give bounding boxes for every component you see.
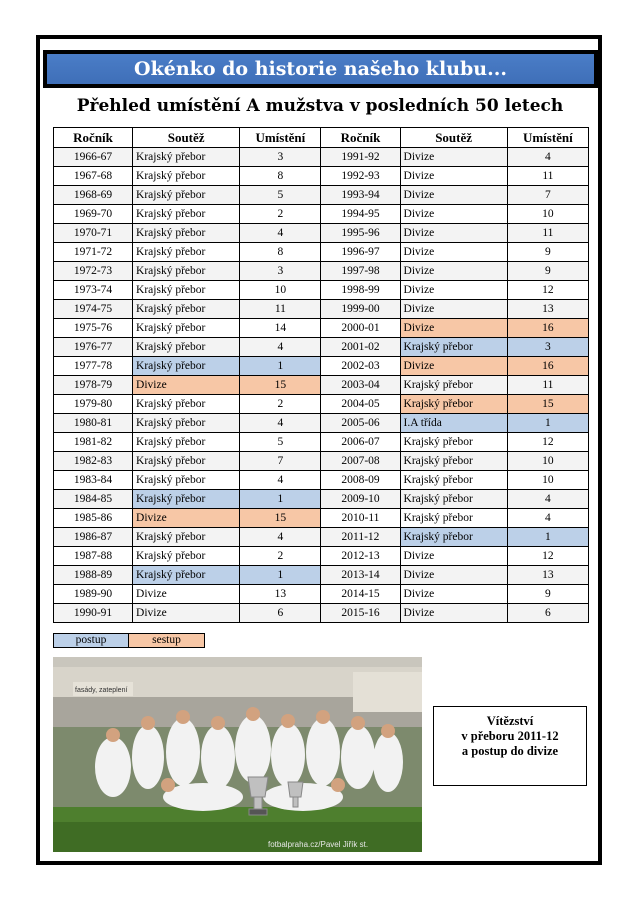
season-cell: 1967-68: [54, 167, 133, 186]
competition-cell: Divize: [400, 167, 507, 186]
table-row: [54, 148, 589, 167]
season-cell: 1973-74: [54, 281, 133, 300]
table-row: [54, 566, 589, 585]
caption-line-3: a postup do divize: [461, 744, 559, 758]
competition-cell: Krajský přebor: [133, 243, 240, 262]
competition-cell: Krajský přebor: [133, 566, 240, 585]
competition-cell: Krajský přebor: [133, 300, 240, 319]
photo-caption: [433, 706, 587, 786]
header-placement-2: Umístění: [507, 128, 588, 148]
placement-cell: 11: [507, 224, 588, 243]
placement-cell: 2: [240, 205, 321, 224]
history-table: [53, 127, 589, 623]
competition-cell: Divize: [400, 262, 507, 281]
placement-cell: 13: [240, 585, 321, 604]
team-photo: [53, 657, 422, 852]
season-cell: 2007-08: [321, 452, 400, 471]
placement-cell: 5: [240, 433, 321, 452]
season-cell: 1983-84: [54, 471, 133, 490]
placement-cell: 4: [240, 528, 321, 547]
competition-cell: Krajský přebor: [133, 433, 240, 452]
season-cell: 2003-04: [321, 376, 400, 395]
placement-cell: 9: [507, 243, 588, 262]
table-row: [54, 585, 589, 604]
season-cell: 1995-96: [321, 224, 400, 243]
season-cell: 1984-85: [54, 490, 133, 509]
table-row: [54, 262, 589, 281]
season-cell: 1982-83: [54, 452, 133, 471]
competition-cell: I.A třída: [400, 414, 507, 433]
header-year-1: Ročník: [54, 128, 133, 148]
season-cell: 2005-06: [321, 414, 400, 433]
season-cell: 1966-67: [54, 148, 133, 167]
season-cell: 1999-00: [321, 300, 400, 319]
placement-cell: 4: [240, 471, 321, 490]
table-row: [54, 509, 589, 528]
placement-cell: 10: [507, 452, 588, 471]
table-row: [54, 167, 589, 186]
competition-cell: Divize: [400, 566, 507, 585]
competition-cell: Krajský přebor: [400, 509, 507, 528]
competition-cell: Krajský přebor: [133, 395, 240, 414]
competition-cell: Krajský přebor: [400, 338, 507, 357]
competition-cell: Divize: [400, 585, 507, 604]
placement-cell: 9: [507, 585, 588, 604]
season-cell: 2001-02: [321, 338, 400, 357]
table-row: [54, 547, 589, 566]
placement-cell: 15: [240, 509, 321, 528]
placement-cell: 3: [240, 148, 321, 167]
placement-cell: 14: [240, 319, 321, 338]
season-cell: 2012-13: [321, 547, 400, 566]
placement-cell: 1: [507, 528, 588, 547]
table-row: [54, 205, 589, 224]
legend-promotion: postup: [53, 633, 129, 648]
placement-cell: 12: [507, 433, 588, 452]
season-cell: 1970-71: [54, 224, 133, 243]
season-cell: 1978-79: [54, 376, 133, 395]
placement-cell: 11: [240, 300, 321, 319]
table-row: [54, 243, 589, 262]
season-cell: 1996-97: [321, 243, 400, 262]
competition-cell: Divize: [133, 585, 240, 604]
season-cell: 1986-87: [54, 528, 133, 547]
competition-cell: Divize: [400, 205, 507, 224]
placement-cell: 4: [507, 490, 588, 509]
placement-cell: 10: [240, 281, 321, 300]
table-title: Přehled umístění A mužstva v posledních 50 letech: [76, 96, 564, 116]
competition-cell: Krajský přebor: [133, 281, 240, 300]
header-placement-1: Umístění: [240, 128, 321, 148]
placement-cell: 7: [240, 452, 321, 471]
season-cell: 1990-91: [54, 604, 133, 623]
photo-credit: fotbalpraha.cz/Pavel Jiřík st.: [268, 840, 369, 849]
season-cell: 2004-05: [321, 395, 400, 414]
season-cell: 2002-03: [321, 357, 400, 376]
season-cell: 1980-81: [54, 414, 133, 433]
competition-cell: Divize: [400, 357, 507, 376]
competition-cell: Krajský přebor: [133, 262, 240, 281]
season-cell: 2009-10: [321, 490, 400, 509]
placement-cell: 3: [240, 262, 321, 281]
season-cell: 1968-69: [54, 186, 133, 205]
season-cell: 1981-82: [54, 433, 133, 452]
season-cell: 1975-76: [54, 319, 133, 338]
season-cell: 1998-99: [321, 281, 400, 300]
placement-cell: 15: [507, 395, 588, 414]
competition-cell: Divize: [133, 509, 240, 528]
placement-cell: 1: [240, 566, 321, 585]
season-cell: 2010-11: [321, 509, 400, 528]
competition-cell: Krajský přebor: [400, 490, 507, 509]
table-row: [54, 490, 589, 509]
season-cell: 1972-73: [54, 262, 133, 281]
competition-cell: Krajský přebor: [133, 319, 240, 338]
season-cell: 2008-09: [321, 471, 400, 490]
placement-cell: 12: [507, 547, 588, 566]
season-cell: 1993-94: [321, 186, 400, 205]
table-row: [54, 376, 589, 395]
placement-cell: 4: [240, 414, 321, 433]
placement-cell: 9: [507, 262, 588, 281]
season-cell: 2011-12: [321, 528, 400, 547]
placement-cell: 1: [240, 490, 321, 509]
placement-cell: 8: [240, 167, 321, 186]
table-row: [54, 471, 589, 490]
competition-cell: Krajský přebor: [133, 452, 240, 471]
placement-cell: 4: [507, 148, 588, 167]
placement-cell: 16: [507, 357, 588, 376]
placement-cell: 11: [507, 167, 588, 186]
table-row: [54, 281, 589, 300]
placement-cell: 4: [240, 338, 321, 357]
table-row: [54, 224, 589, 243]
season-cell: 1969-70: [54, 205, 133, 224]
season-cell: 1988-89: [54, 566, 133, 585]
placement-cell: 5: [240, 186, 321, 205]
page-banner: Okénko do historie našeho klubu...: [43, 50, 598, 88]
competition-cell: Divize: [400, 300, 507, 319]
competition-cell: Krajský přebor: [133, 414, 240, 433]
table-row: [54, 395, 589, 414]
placement-cell: 2: [240, 547, 321, 566]
competition-cell: Krajský přebor: [133, 167, 240, 186]
competition-cell: Krajský přebor: [133, 357, 240, 376]
placement-cell: 3: [507, 338, 588, 357]
placement-cell: 1: [240, 357, 321, 376]
placement-cell: 13: [507, 566, 588, 585]
competition-cell: Divize: [133, 376, 240, 395]
competition-cell: Krajský přebor: [133, 338, 240, 357]
placement-cell: 7: [507, 186, 588, 205]
table-row: [54, 528, 589, 547]
header-competition-2: Soutěž: [400, 128, 507, 148]
placement-cell: 10: [507, 471, 588, 490]
placement-cell: 6: [507, 604, 588, 623]
placement-cell: 13: [507, 300, 588, 319]
season-cell: 2014-15: [321, 585, 400, 604]
competition-cell: Krajský přebor: [400, 395, 507, 414]
placement-cell: 8: [240, 243, 321, 262]
placement-cell: 4: [507, 509, 588, 528]
competition-cell: Krajský přebor: [133, 148, 240, 167]
season-cell: 2015-16: [321, 604, 400, 623]
legend-relegation: sestup: [129, 633, 205, 648]
season-cell: 1997-98: [321, 262, 400, 281]
competition-cell: Krajský přebor: [400, 376, 507, 395]
season-cell: 2013-14: [321, 566, 400, 585]
season-cell: 1991-92: [321, 148, 400, 167]
placement-cell: 2: [240, 395, 321, 414]
competition-cell: Krajský přebor: [400, 452, 507, 471]
table-row: [54, 452, 589, 471]
competition-cell: Divize: [400, 186, 507, 205]
competition-cell: Krajský přebor: [400, 433, 507, 452]
competition-cell: Divize: [400, 319, 507, 338]
placement-cell: 6: [240, 604, 321, 623]
season-cell: 1979-80: [54, 395, 133, 414]
competition-cell: Divize: [400, 224, 507, 243]
table-row: [54, 604, 589, 623]
competition-cell: Krajský přebor: [133, 205, 240, 224]
competition-cell: Divize: [400, 148, 507, 167]
season-cell: 1987-88: [54, 547, 133, 566]
caption-line-2: v přeboru 2011-12: [461, 729, 559, 743]
competition-cell: Krajský přebor: [133, 186, 240, 205]
table-row: [54, 433, 589, 452]
placement-cell: 11: [507, 376, 588, 395]
placement-cell: 12: [507, 281, 588, 300]
placement-cell: 16: [507, 319, 588, 338]
competition-cell: Krajský přebor: [133, 471, 240, 490]
season-cell: 1971-72: [54, 243, 133, 262]
competition-cell: Divize: [400, 281, 507, 300]
photo-sign-text: fasády, zateplení: [75, 687, 128, 694]
table-row: [54, 186, 589, 205]
placement-cell: 15: [240, 376, 321, 395]
table-row: [54, 338, 589, 357]
competition-cell: Divize: [400, 604, 507, 623]
season-cell: 2000-01: [321, 319, 400, 338]
caption-line-1: Vítězství: [486, 714, 534, 728]
header-competition-1: Soutěž: [133, 128, 240, 148]
competition-cell: Krajský přebor: [133, 547, 240, 566]
legend: [53, 633, 205, 648]
season-cell: 1989-90: [54, 585, 133, 604]
season-cell: 1976-77: [54, 338, 133, 357]
table-row: [54, 319, 589, 338]
season-cell: 1974-75: [54, 300, 133, 319]
competition-cell: Krajský přebor: [133, 490, 240, 509]
table-row: [54, 300, 589, 319]
season-cell: 1977-78: [54, 357, 133, 376]
competition-cell: Divize: [400, 547, 507, 566]
placement-cell: 4: [240, 224, 321, 243]
table-header-row: [54, 128, 589, 148]
competition-cell: Krajský přebor: [400, 471, 507, 490]
competition-cell: Krajský přebor: [400, 528, 507, 547]
header-year-2: Ročník: [321, 128, 400, 148]
table-row: [54, 414, 589, 433]
competition-cell: Divize: [400, 243, 507, 262]
table-row: [54, 357, 589, 376]
season-cell: 1994-95: [321, 205, 400, 224]
competition-cell: Krajský přebor: [133, 224, 240, 243]
season-cell: 2006-07: [321, 433, 400, 452]
competition-cell: Krajský přebor: [133, 528, 240, 547]
placement-cell: 10: [507, 205, 588, 224]
season-cell: 1985-86: [54, 509, 133, 528]
competition-cell: Divize: [133, 604, 240, 623]
placement-cell: 1: [507, 414, 588, 433]
season-cell: 1992-93: [321, 167, 400, 186]
